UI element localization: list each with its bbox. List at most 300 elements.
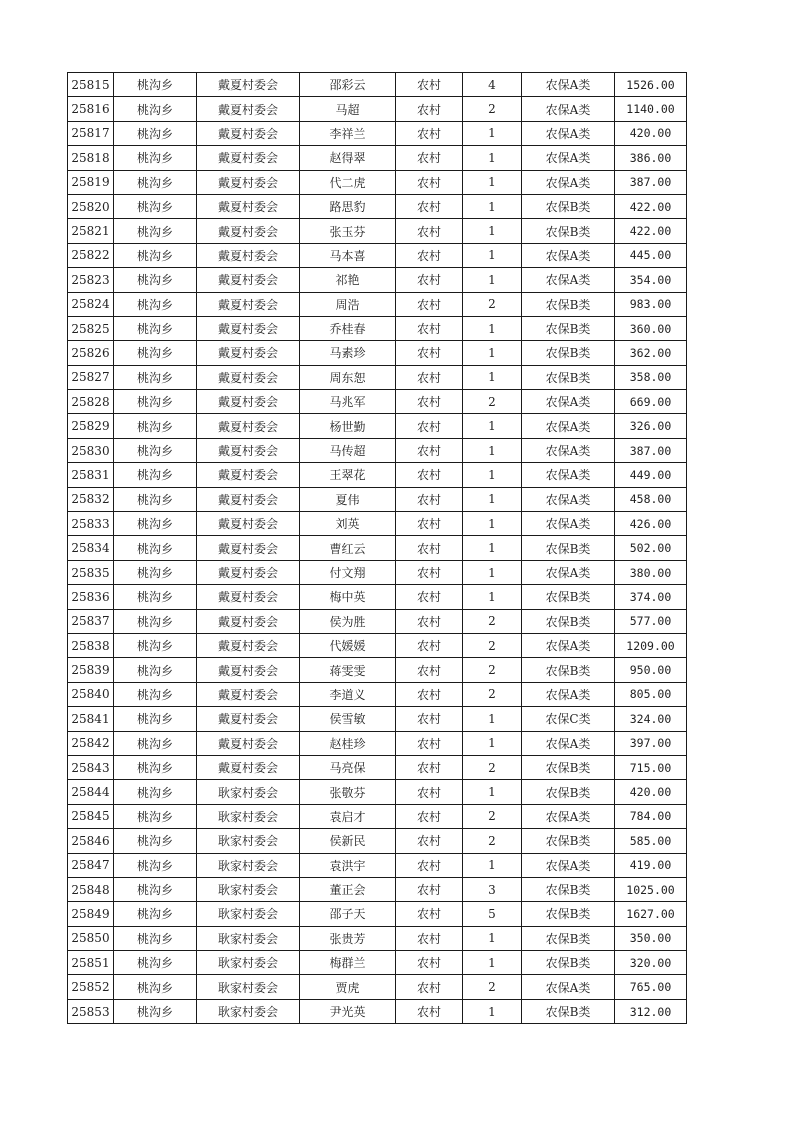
insurance-category-cell: 农保A类 [522, 731, 615, 755]
insurance-category-cell: 农保B类 [522, 536, 615, 560]
table-row [68, 512, 687, 536]
amount-cell: 585.00 [615, 829, 687, 853]
person-name-cell: 张敬芬 [300, 780, 396, 804]
township-cell: 桃沟乡 [114, 365, 197, 389]
person-name-cell: 马亮保 [300, 755, 396, 779]
village-committee-cell: 戴夏村委会 [197, 633, 300, 657]
person-name-cell: 周浩 [300, 292, 396, 316]
record-id-cell: 25827 [68, 365, 114, 389]
record-id-cell: 25839 [68, 658, 114, 682]
township-cell: 桃沟乡 [114, 73, 197, 97]
table-row [68, 390, 687, 414]
household-count-cell: 2 [463, 804, 522, 828]
person-name-cell: 侯新民 [300, 829, 396, 853]
insurance-category-cell: 农保A类 [522, 975, 615, 999]
person-name-cell: 乔桂春 [300, 316, 396, 340]
household-count-cell: 1 [463, 853, 522, 877]
record-id-cell: 25852 [68, 975, 114, 999]
township-cell: 桃沟乡 [114, 780, 197, 804]
record-id-cell: 25832 [68, 487, 114, 511]
table-row [68, 97, 687, 121]
insurance-category-cell: 农保B类 [522, 877, 615, 901]
table-row [68, 707, 687, 731]
person-name-cell: 蒋雯雯 [300, 658, 396, 682]
person-name-cell: 马素珍 [300, 341, 396, 365]
village-committee-cell: 戴夏村委会 [197, 755, 300, 779]
residence-type-cell: 农村 [396, 707, 463, 731]
record-id-cell: 25853 [68, 999, 114, 1023]
village-committee-cell: 戴夏村委会 [197, 414, 300, 438]
insurance-category-cell: 农保B类 [522, 585, 615, 609]
amount-cell: 715.00 [615, 755, 687, 779]
person-name-cell: 侯雪敏 [300, 707, 396, 731]
village-committee-cell: 戴夏村委会 [197, 438, 300, 462]
person-name-cell: 杨世勤 [300, 414, 396, 438]
amount-cell: 449.00 [615, 463, 687, 487]
insurance-category-cell: 农保A类 [522, 390, 615, 414]
insurance-category-cell: 农保B类 [522, 316, 615, 340]
township-cell: 桃沟乡 [114, 194, 197, 218]
township-cell: 桃沟乡 [114, 999, 197, 1023]
township-cell: 桃沟乡 [114, 146, 197, 170]
village-committee-cell: 耿家村委会 [197, 951, 300, 975]
residence-type-cell: 农村 [396, 682, 463, 706]
person-name-cell: 祁艳 [300, 268, 396, 292]
amount-cell: 1526.00 [615, 73, 687, 97]
residence-type-cell: 农村 [396, 487, 463, 511]
table-body [68, 73, 687, 1024]
household-count-cell: 1 [463, 585, 522, 609]
table-row [68, 682, 687, 706]
amount-cell: 420.00 [615, 780, 687, 804]
insurance-category-cell: 农保A类 [522, 560, 615, 584]
person-name-cell: 付文翔 [300, 560, 396, 584]
insurance-category-cell: 农保B类 [522, 219, 615, 243]
insurance-category-cell: 农保B类 [522, 755, 615, 779]
village-committee-cell: 戴夏村委会 [197, 487, 300, 511]
table-row [68, 487, 687, 511]
township-cell: 桃沟乡 [114, 951, 197, 975]
table-row [68, 853, 687, 877]
record-id-cell: 25837 [68, 609, 114, 633]
household-count-cell: 1 [463, 999, 522, 1023]
table-row [68, 219, 687, 243]
household-count-cell: 1 [463, 560, 522, 584]
insurance-category-cell: 农保A类 [522, 121, 615, 145]
person-name-cell: 董正会 [300, 877, 396, 901]
household-count-cell: 1 [463, 243, 522, 267]
village-committee-cell: 戴夏村委会 [197, 463, 300, 487]
table-row [68, 804, 687, 828]
township-cell: 桃沟乡 [114, 414, 197, 438]
person-name-cell: 马兆军 [300, 390, 396, 414]
table-row [68, 780, 687, 804]
household-count-cell: 2 [463, 658, 522, 682]
record-id-cell: 25831 [68, 463, 114, 487]
household-count-cell: 1 [463, 438, 522, 462]
residence-type-cell: 农村 [396, 829, 463, 853]
amount-cell: 358.00 [615, 365, 687, 389]
township-cell: 桃沟乡 [114, 268, 197, 292]
insurance-category-cell: 农保B类 [522, 951, 615, 975]
township-cell: 桃沟乡 [114, 926, 197, 950]
township-cell: 桃沟乡 [114, 512, 197, 536]
village-committee-cell: 戴夏村委会 [197, 365, 300, 389]
village-committee-cell: 戴夏村委会 [197, 170, 300, 194]
village-committee-cell: 戴夏村委会 [197, 194, 300, 218]
residence-type-cell: 农村 [396, 658, 463, 682]
record-id-cell: 25834 [68, 536, 114, 560]
table-row [68, 194, 687, 218]
residence-type-cell: 农村 [396, 316, 463, 340]
amount-cell: 387.00 [615, 438, 687, 462]
household-count-cell: 1 [463, 512, 522, 536]
insurance-category-cell: 农保B类 [522, 609, 615, 633]
village-committee-cell: 耿家村委会 [197, 902, 300, 926]
township-cell: 桃沟乡 [114, 243, 197, 267]
township-cell: 桃沟乡 [114, 536, 197, 560]
amount-cell: 350.00 [615, 926, 687, 950]
table-row [68, 73, 687, 97]
village-committee-cell: 耿家村委会 [197, 926, 300, 950]
person-name-cell: 马超 [300, 97, 396, 121]
record-id-cell: 25819 [68, 170, 114, 194]
village-committee-cell: 耿家村委会 [197, 877, 300, 901]
table-row [68, 585, 687, 609]
township-cell: 桃沟乡 [114, 170, 197, 194]
household-count-cell: 2 [463, 682, 522, 706]
township-cell: 桃沟乡 [114, 829, 197, 853]
amount-cell: 387.00 [615, 170, 687, 194]
household-count-cell: 1 [463, 268, 522, 292]
amount-cell: 422.00 [615, 194, 687, 218]
township-cell: 桃沟乡 [114, 97, 197, 121]
township-cell: 桃沟乡 [114, 804, 197, 828]
record-id-cell: 25825 [68, 316, 114, 340]
person-name-cell: 张玉芬 [300, 219, 396, 243]
record-id-cell: 25849 [68, 902, 114, 926]
insurance-category-cell: 农保A类 [522, 414, 615, 438]
residence-type-cell: 农村 [396, 877, 463, 901]
insurance-category-cell: 农保A类 [522, 804, 615, 828]
amount-cell: 374.00 [615, 585, 687, 609]
household-count-cell: 1 [463, 926, 522, 950]
person-name-cell: 邵彩云 [300, 73, 396, 97]
residence-type-cell: 农村 [396, 999, 463, 1023]
amount-cell: 420.00 [615, 121, 687, 145]
record-id-cell: 25845 [68, 804, 114, 828]
insurance-category-cell: 农保B类 [522, 780, 615, 804]
person-name-cell: 贾虎 [300, 975, 396, 999]
record-id-cell: 25821 [68, 219, 114, 243]
record-id-cell: 25841 [68, 707, 114, 731]
insurance-category-cell: 农保B类 [522, 829, 615, 853]
table-row [68, 902, 687, 926]
residence-type-cell: 农村 [396, 121, 463, 145]
insurance-category-cell: 农保A类 [522, 73, 615, 97]
residence-type-cell: 农村 [396, 194, 463, 218]
household-count-cell: 1 [463, 121, 522, 145]
residence-type-cell: 农村 [396, 609, 463, 633]
township-cell: 桃沟乡 [114, 292, 197, 316]
residence-type-cell: 农村 [396, 536, 463, 560]
insurance-category-cell: 农保A类 [522, 243, 615, 267]
township-cell: 桃沟乡 [114, 438, 197, 462]
village-committee-cell: 戴夏村委会 [197, 316, 300, 340]
person-name-cell: 代二虎 [300, 170, 396, 194]
township-cell: 桃沟乡 [114, 731, 197, 755]
township-cell: 桃沟乡 [114, 707, 197, 731]
table-row [68, 146, 687, 170]
residence-type-cell: 农村 [396, 585, 463, 609]
allowance-table [67, 72, 687, 1024]
person-name-cell: 王翠花 [300, 463, 396, 487]
residence-type-cell: 农村 [396, 926, 463, 950]
record-id-cell: 25851 [68, 951, 114, 975]
table-row [68, 877, 687, 901]
residence-type-cell: 农村 [396, 512, 463, 536]
insurance-category-cell: 农保C类 [522, 707, 615, 731]
amount-cell: 765.00 [615, 975, 687, 999]
township-cell: 桃沟乡 [114, 658, 197, 682]
insurance-category-cell: 农保B类 [522, 926, 615, 950]
household-count-cell: 2 [463, 829, 522, 853]
village-committee-cell: 戴夏村委会 [197, 512, 300, 536]
insurance-category-cell: 农保A类 [522, 170, 615, 194]
table-row [68, 365, 687, 389]
table-row [68, 536, 687, 560]
village-committee-cell: 戴夏村委会 [197, 707, 300, 731]
person-name-cell: 袁启才 [300, 804, 396, 828]
village-committee-cell: 戴夏村委会 [197, 121, 300, 145]
amount-cell: 362.00 [615, 341, 687, 365]
record-id-cell: 25828 [68, 390, 114, 414]
household-count-cell: 1 [463, 414, 522, 438]
amount-cell: 577.00 [615, 609, 687, 633]
table-row [68, 951, 687, 975]
residence-type-cell: 农村 [396, 755, 463, 779]
amount-cell: 502.00 [615, 536, 687, 560]
person-name-cell: 马传超 [300, 438, 396, 462]
township-cell: 桃沟乡 [114, 902, 197, 926]
residence-type-cell: 农村 [396, 633, 463, 657]
person-name-cell: 张贵芳 [300, 926, 396, 950]
village-committee-cell: 戴夏村委会 [197, 73, 300, 97]
residence-type-cell: 农村 [396, 365, 463, 389]
residence-type-cell: 农村 [396, 438, 463, 462]
village-committee-cell: 耿家村委会 [197, 999, 300, 1023]
insurance-category-cell: 农保B类 [522, 194, 615, 218]
insurance-category-cell: 农保B类 [522, 365, 615, 389]
village-committee-cell: 戴夏村委会 [197, 146, 300, 170]
village-committee-cell: 戴夏村委会 [197, 682, 300, 706]
village-committee-cell: 戴夏村委会 [197, 219, 300, 243]
record-id-cell: 25818 [68, 146, 114, 170]
record-id-cell: 25833 [68, 512, 114, 536]
household-count-cell: 1 [463, 951, 522, 975]
record-id-cell: 25842 [68, 731, 114, 755]
record-id-cell: 25820 [68, 194, 114, 218]
table-row [68, 999, 687, 1023]
village-committee-cell: 耿家村委会 [197, 804, 300, 828]
township-cell: 桃沟乡 [114, 633, 197, 657]
table-row [68, 463, 687, 487]
township-cell: 桃沟乡 [114, 609, 197, 633]
amount-cell: 326.00 [615, 414, 687, 438]
household-count-cell: 1 [463, 365, 522, 389]
record-id-cell: 25848 [68, 877, 114, 901]
amount-cell: 458.00 [615, 487, 687, 511]
township-cell: 桃沟乡 [114, 487, 197, 511]
amount-cell: 422.00 [615, 219, 687, 243]
household-count-cell: 2 [463, 292, 522, 316]
residence-type-cell: 农村 [396, 414, 463, 438]
household-count-cell: 1 [463, 170, 522, 194]
township-cell: 桃沟乡 [114, 121, 197, 145]
insurance-category-cell: 农保B类 [522, 341, 615, 365]
residence-type-cell: 农村 [396, 731, 463, 755]
residence-type-cell: 农村 [396, 170, 463, 194]
township-cell: 桃沟乡 [114, 560, 197, 584]
person-name-cell: 周东恕 [300, 365, 396, 389]
household-count-cell: 3 [463, 877, 522, 901]
residence-type-cell: 农村 [396, 975, 463, 999]
household-count-cell: 1 [463, 194, 522, 218]
residence-type-cell: 农村 [396, 853, 463, 877]
record-id-cell: 25822 [68, 243, 114, 267]
household-count-cell: 2 [463, 633, 522, 657]
record-id-cell: 25826 [68, 341, 114, 365]
table-row [68, 560, 687, 584]
village-committee-cell: 戴夏村委会 [197, 731, 300, 755]
record-id-cell: 25817 [68, 121, 114, 145]
person-name-cell: 邵子天 [300, 902, 396, 926]
record-id-cell: 25830 [68, 438, 114, 462]
village-committee-cell: 戴夏村委会 [197, 341, 300, 365]
residence-type-cell: 农村 [396, 390, 463, 414]
amount-cell: 1140.00 [615, 97, 687, 121]
residence-type-cell: 农村 [396, 243, 463, 267]
residence-type-cell: 农村 [396, 97, 463, 121]
table-row [68, 414, 687, 438]
village-committee-cell: 戴夏村委会 [197, 536, 300, 560]
person-name-cell: 代媛媛 [300, 633, 396, 657]
township-cell: 桃沟乡 [114, 755, 197, 779]
table-row [68, 633, 687, 657]
amount-cell: 426.00 [615, 512, 687, 536]
record-id-cell: 25815 [68, 73, 114, 97]
insurance-category-cell: 农保A类 [522, 633, 615, 657]
village-committee-cell: 耿家村委会 [197, 829, 300, 853]
amount-cell: 380.00 [615, 560, 687, 584]
record-id-cell: 25835 [68, 560, 114, 584]
village-committee-cell: 戴夏村委会 [197, 97, 300, 121]
residence-type-cell: 农村 [396, 463, 463, 487]
township-cell: 桃沟乡 [114, 853, 197, 877]
residence-type-cell: 农村 [396, 219, 463, 243]
village-committee-cell: 戴夏村委会 [197, 609, 300, 633]
household-count-cell: 1 [463, 316, 522, 340]
residence-type-cell: 农村 [396, 73, 463, 97]
insurance-category-cell: 农保A类 [522, 853, 615, 877]
residence-type-cell: 农村 [396, 560, 463, 584]
township-cell: 桃沟乡 [114, 341, 197, 365]
record-id-cell: 25843 [68, 755, 114, 779]
amount-cell: 397.00 [615, 731, 687, 755]
record-id-cell: 25847 [68, 853, 114, 877]
person-name-cell: 尹光英 [300, 999, 396, 1023]
village-committee-cell: 戴夏村委会 [197, 560, 300, 584]
residence-type-cell: 农村 [396, 146, 463, 170]
township-cell: 桃沟乡 [114, 390, 197, 414]
village-committee-cell: 耿家村委会 [197, 780, 300, 804]
table-row [68, 438, 687, 462]
household-count-cell: 1 [463, 146, 522, 170]
record-id-cell: 25816 [68, 97, 114, 121]
village-committee-cell: 耿家村委会 [197, 853, 300, 877]
record-id-cell: 25823 [68, 268, 114, 292]
residence-type-cell: 农村 [396, 951, 463, 975]
person-name-cell: 赵桂珍 [300, 731, 396, 755]
table-row [68, 829, 687, 853]
township-cell: 桃沟乡 [114, 975, 197, 999]
insurance-category-cell: 农保B类 [522, 999, 615, 1023]
amount-cell: 669.00 [615, 390, 687, 414]
village-committee-cell: 戴夏村委会 [197, 390, 300, 414]
insurance-category-cell: 农保A类 [522, 268, 615, 292]
table-row [68, 609, 687, 633]
amount-cell: 805.00 [615, 682, 687, 706]
insurance-category-cell: 农保A类 [522, 487, 615, 511]
insurance-category-cell: 农保A类 [522, 463, 615, 487]
insurance-category-cell: 农保B类 [522, 658, 615, 682]
person-name-cell: 梅群兰 [300, 951, 396, 975]
household-count-cell: 1 [463, 219, 522, 243]
amount-cell: 950.00 [615, 658, 687, 682]
amount-cell: 445.00 [615, 243, 687, 267]
table-row [68, 268, 687, 292]
amount-cell: 320.00 [615, 951, 687, 975]
amount-cell: 784.00 [615, 804, 687, 828]
record-id-cell: 25829 [68, 414, 114, 438]
table-row [68, 292, 687, 316]
person-name-cell: 刘英 [300, 512, 396, 536]
insurance-category-cell: 农保A类 [522, 97, 615, 121]
table-row [68, 170, 687, 194]
township-cell: 桃沟乡 [114, 877, 197, 901]
household-count-cell: 1 [463, 707, 522, 731]
residence-type-cell: 农村 [396, 341, 463, 365]
amount-cell: 1025.00 [615, 877, 687, 901]
insurance-category-cell: 农保A类 [522, 438, 615, 462]
table-row [68, 316, 687, 340]
insurance-category-cell: 农保A类 [522, 512, 615, 536]
amount-cell: 354.00 [615, 268, 687, 292]
record-id-cell: 25824 [68, 292, 114, 316]
household-count-cell: 1 [463, 487, 522, 511]
township-cell: 桃沟乡 [114, 463, 197, 487]
household-count-cell: 1 [463, 731, 522, 755]
insurance-category-cell: 农保A类 [522, 682, 615, 706]
table-row [68, 121, 687, 145]
township-cell: 桃沟乡 [114, 219, 197, 243]
residence-type-cell: 农村 [396, 902, 463, 926]
residence-type-cell: 农村 [396, 268, 463, 292]
residence-type-cell: 农村 [396, 292, 463, 316]
insurance-category-cell: 农保B类 [522, 902, 615, 926]
household-count-cell: 2 [463, 975, 522, 999]
amount-cell: 1209.00 [615, 633, 687, 657]
